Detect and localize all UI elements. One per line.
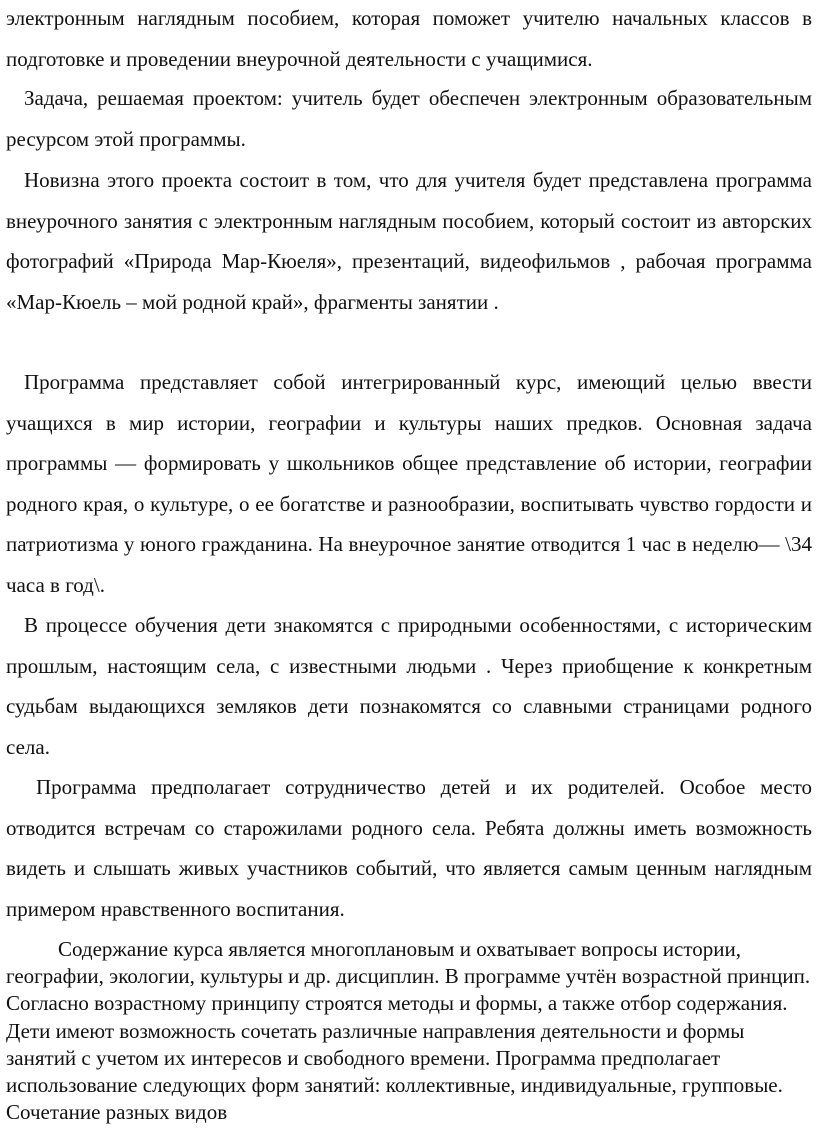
paragraph-project-task: Задача, решаемая проектом: учитель будет обеспечен электронным образовательным ресурсом этой программы.: [6, 86, 812, 151]
paragraph-program-description: Программа представляет собой интегрированный курс, имеющий целью ввести учащихся в мир истории, географии и культуры наших предков. Основная задача программы — формировать у школьников общее представление об истории, географии родного края, о культуре, о ее богатстве и разнообразии, воспитывать чувство гордости и патриотизма у юного гражданина. На внеурочное занятие отводится 1 час в неделю— \34 часа в год\.: [6, 370, 812, 597]
paragraph-course-content: Содержание курса является многоплановым и охватывает вопросы истории, географии, экологии, культуры и др. дисциплин. В программе учтён возрастной принцип. Согласно возрастному принципу строятся методы и формы, а также отбор содержания. Дети имеют возможность сочетать различные направления деятельности и формы занятий с учетом их интересов и свободного времени. Программа предполагает использование следующих форм занятий: коллективные, индивидуальные, групповые. Сочетание разных видов: [6, 937, 811, 1125]
paragraph-parent-cooperation: Программа предполагает сотрудничество детей и их родителей. Особое место отводится встречам со старожилами родного села. Ребята должны иметь возможность видеть и слышать живых участников событий, что является самым ценным наглядным примером нравственного воспитания.: [6, 775, 812, 921]
paragraph-learning-process: В процессе обучения дети знакомятся с природными особенностями, с историческим прошлым, настоящим села, с известными людьми . Через приобщение к конкретным судьбам выдающихся земляков дети познакомятся со славными страницами родного села.: [6, 613, 812, 759]
paragraph-intro-continuation: электронным наглядным пособием, которая поможет учителю начальных классов в подготовке и проведении внеурочной деятельности с учащимися.: [6, 6, 812, 71]
paragraph-project-novelty: Новизна этого проекта состоит в том, что для учителя будет представлена программа внеурочного занятия с электронным наглядным пособием, который состоит из авторских фотографий «Природа Мар-Кюеля», презентаций, видеофильмов , рабочая программа «Мар-Кюель – мой родной край», фрагменты занятии .: [6, 168, 812, 314]
